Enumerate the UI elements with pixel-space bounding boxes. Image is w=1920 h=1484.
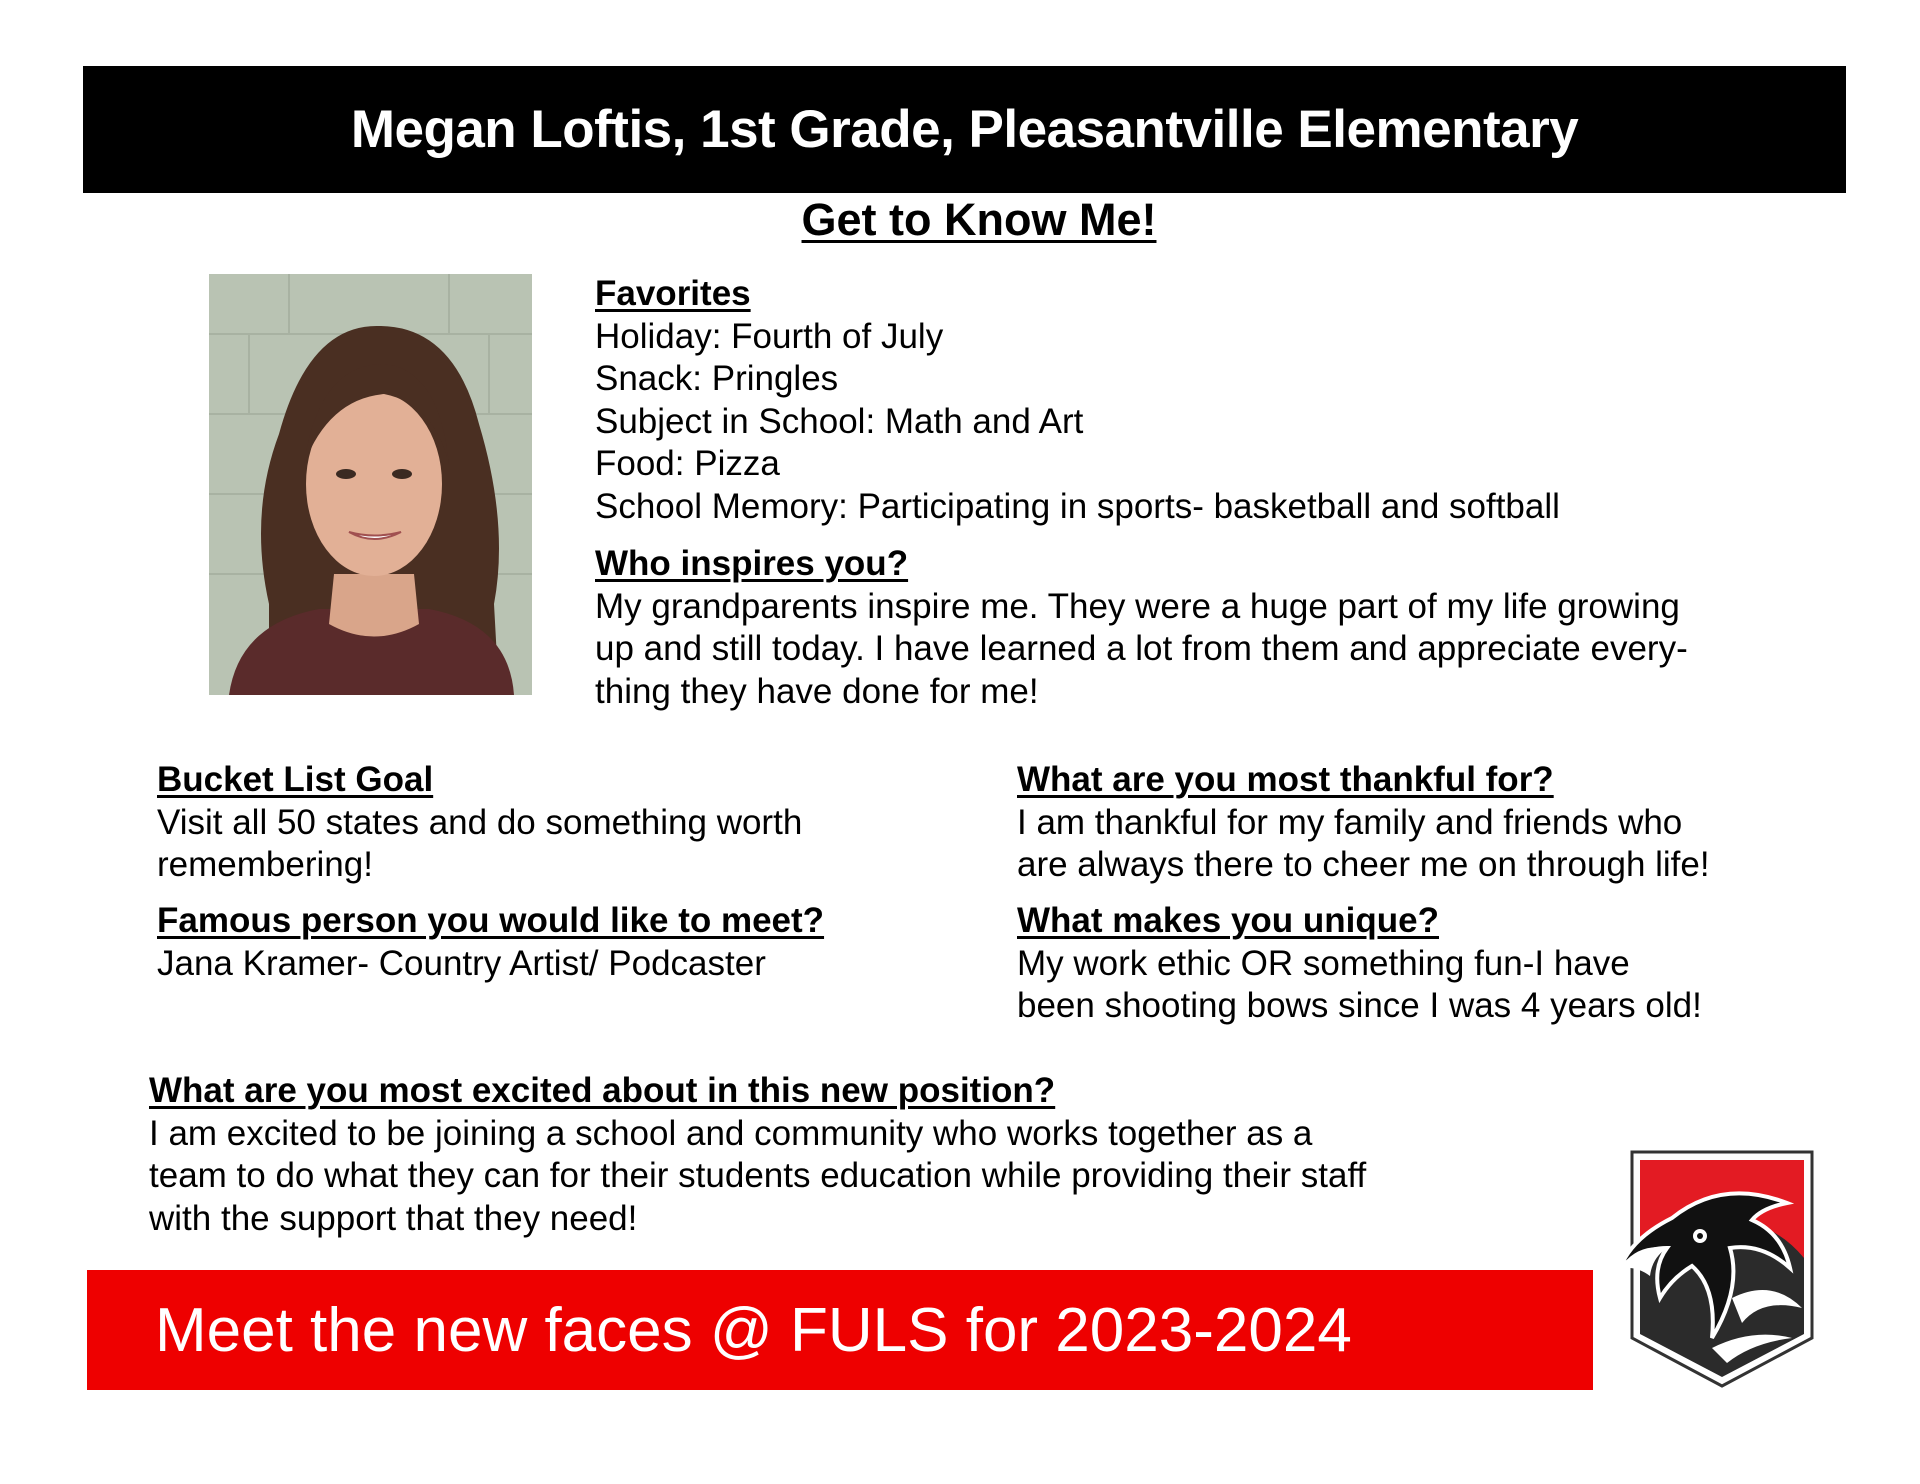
inspires-heading: Who inspires you? bbox=[595, 544, 909, 583]
famous-person-heading: Famous person you would like to meet? bbox=[157, 901, 825, 940]
unique-heading: What makes you unique? bbox=[1017, 901, 1439, 940]
teacher-portrait-photo bbox=[209, 274, 532, 695]
favorite-holiday: Holiday: Fourth of July bbox=[595, 316, 944, 356]
bucket-list-line: remembering! bbox=[157, 845, 373, 884]
footer-banner bbox=[87, 1270, 1593, 1390]
favorites-heading: Favorites bbox=[595, 274, 751, 313]
bucket-list-heading: Bucket List Goal bbox=[157, 760, 434, 799]
favorite-subject: Subject in School: Math and Art bbox=[595, 401, 1084, 441]
favorite-snack: Snack: Pringles bbox=[595, 359, 839, 398]
excited-line: with the support that they need! bbox=[149, 1198, 638, 1238]
page-title: Megan Loftis, 1st Grade, Pleasantville Elementary bbox=[350, 100, 1579, 159]
inspires-line: up and still today. I have learned a lot from them and appreciate every- bbox=[595, 629, 1688, 668]
excited-line: I am excited to be joining a school and community who works together as a bbox=[149, 1113, 1313, 1153]
famous-person-section bbox=[157, 900, 824, 985]
bucket-list-line: Visit all 50 states and do something worth bbox=[157, 802, 803, 842]
header-banner bbox=[83, 66, 1846, 193]
favorite-food: Food: Pizza bbox=[595, 444, 780, 483]
thankful-line: are always there to cheer me on through life! bbox=[1017, 845, 1710, 884]
get-to-know-me-heading: Get to Know Me! bbox=[801, 194, 1157, 245]
inspires-line: thing they have done for me! bbox=[595, 671, 1039, 711]
favorite-school-memory: School Memory: Participating in sports- basketball and softball bbox=[595, 486, 1560, 526]
unique-line: been shooting bows since I was 4 years old! bbox=[1017, 986, 1702, 1025]
famous-person-line: Jana Kramer- Country Artist/ Podcaster bbox=[157, 943, 766, 983]
excited-section bbox=[149, 1070, 1366, 1240]
inspires-section bbox=[595, 543, 1688, 713]
excited-heading: What are you most excited about in this new position? bbox=[149, 1071, 1056, 1110]
favorites-section bbox=[595, 273, 1560, 528]
bucket-list-section bbox=[157, 759, 802, 887]
thankful-heading: What are you most thankful for? bbox=[1017, 760, 1554, 799]
falcon-shield-logo-icon bbox=[1612, 1148, 1826, 1390]
unique-line: My work ethic OR something fun-I have bbox=[1017, 943, 1630, 983]
inspires-line: My grandparents inspire me. They were a huge part of my life growing bbox=[595, 586, 1680, 626]
thankful-section bbox=[1017, 759, 1710, 887]
thankful-line: I am thankful for my family and friends who bbox=[1017, 802, 1683, 842]
footer-text: Meet the new faces @ FULS for 2023-2024 bbox=[155, 1295, 1352, 1365]
unique-section bbox=[1017, 900, 1702, 1028]
excited-line: team to do what they can for their students education while providing their staff bbox=[149, 1156, 1367, 1195]
